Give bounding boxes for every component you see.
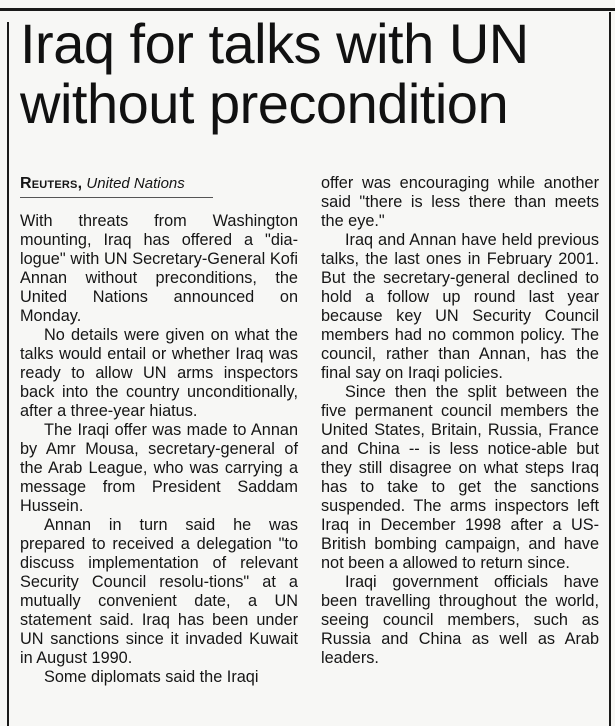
paragraph: With threats from Washington mounting, Iraq has offered a "dia-logue" with UN Secretary-General Kofi Annan without preconditions, the United Nations announced on Monday. <box>20 212 298 325</box>
article-column-left <box>20 174 298 687</box>
dateline <box>20 174 213 198</box>
paragraph: Some diplomats said the Iraqi <box>44 668 259 686</box>
paragraph: Iraq and Annan have held previous talks, the last ones in February 2001. But the secretary-general declined to hold a follow up round last year because key UN Security Council members had no common policy. The council, rather than Annan, has the final say on Iraqi policies. <box>321 231 599 382</box>
headline: Iraq for talks with UN without precondition <box>20 12 529 135</box>
article-column-right <box>321 174 599 668</box>
paragraph: No details were given on what the talks would entail or whether Iraq was ready to allow UN arms inspectors back into the country unconditionally, after a three-year hiatus. <box>20 326 298 420</box>
paragraph: The Iraqi offer was made to Annan by Amr Mousa, secretary-general of the Arab League, who was carrying a message from President Saddam Hussein. <box>20 421 298 515</box>
paragraph: Since then the split between the five permanent council members the United States, Britain, Russia, France and China -- is less notice-able but they still disagree on what steps Iraq has to take to get the sanctions suspended. The arms inspectors left Iraq in December 1998 after a US-British bombing campaign, and have not been a allowed to return since. <box>321 383 599 572</box>
paragraph: Iraqi government officials have been travelling throughout the world, seeing council members, such as Russia and China as well as Arab leaders. <box>321 573 599 667</box>
left-rule <box>7 22 9 726</box>
dateline-agency: Reuters, <box>20 175 83 192</box>
paragraph: Annan in turn said he was prepared to received a delegation "to discuss implementation of relevant Security Council resolu-tions" at a mutually convenient date, a UN statement said. Iraq has been under UN sanctions since it invaded Kuwait in August 1990. <box>20 516 298 667</box>
top-rule <box>0 8 615 11</box>
dateline-place: United Nations <box>86 175 185 192</box>
paragraph: offer was encouraging while another said "there is less there than meets the eye." <box>321 174 599 230</box>
